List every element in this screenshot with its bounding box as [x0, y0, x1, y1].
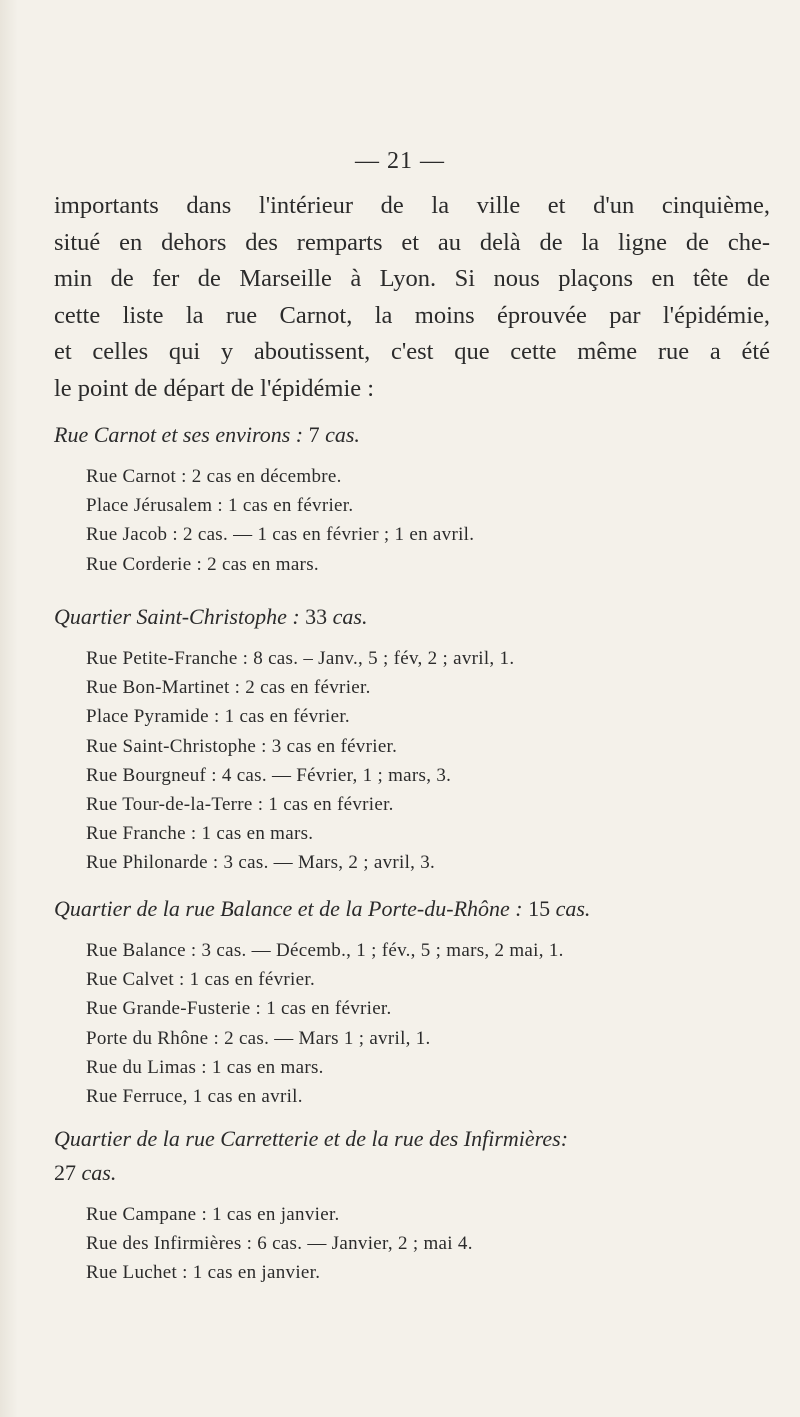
section-balance-porte-du-rhone — [54, 894, 774, 1111]
list-item: Rue Bourgneuf : 4 cas. — Février, 1 ; mars, 3. — [86, 764, 452, 786]
heading-count-line — [54, 1156, 774, 1190]
case-suffix: cas. — [325, 422, 360, 447]
list-item: Rue Calvet : 1 cas en février. — [86, 969, 316, 991]
list-item: Place Jérusalem : 1 cas en février. — [86, 495, 354, 517]
list-item: Rue Petite-Franche : 8 cas. – Janv., 5 ; fév, 2 ; avril, 1. — [86, 648, 515, 669]
list-item: Rue Philonarde : 3 cas. — Mars, 2 ; avril, 3. — [86, 852, 436, 874]
case-suffix: cas. — [332, 604, 368, 629]
list-item: Rue Ferruce, 1 cas en avril. — [86, 1086, 303, 1108]
list-item: Rue Tour-de-la-Terre : 1 cas en février. — [86, 794, 394, 816]
list-item: Porte du Rhône : 2 cas. — Mars 1 ; avril, 1. — [86, 1027, 431, 1049]
case-count: 15 — [528, 896, 551, 921]
list-item: Rue des Infirmières : 6 cas. — Janvier, 2 ; mai 4. — [86, 1233, 473, 1255]
list-item: Rue Grande-Fusterie : 1 cas en février. — [86, 998, 392, 1020]
intro-line: cette liste la rue Carnot, la moins éprouvée par l'épidémie, — [54, 301, 770, 329]
intro-line: le point de départ de l'épidémie : — [54, 374, 375, 402]
list-item: Rue Corderie : 2 cas en mars. — [86, 553, 319, 575]
intro-line: min de fer de Marseille à Lyon. Si nous plaçons en tête de — [54, 265, 770, 292]
section-heading — [54, 1122, 774, 1190]
intro-paragraph — [54, 188, 770, 407]
case-count: 7 — [308, 422, 320, 447]
list-item: Rue Balance : 3 cas. — Décemb., 1 ; fév., 5 ; mars, 2 mai, 1. — [86, 940, 564, 961]
heading-text: Quartier de la rue Balance et de la Porte-du-Rhône : — [54, 896, 523, 921]
page-number: — 21 — — [355, 148, 445, 174]
intro-line: importants dans l'intérieur de la ville et d'un cinquième, — [54, 192, 770, 219]
case-suffix: cas. — [555, 896, 591, 921]
list-item: Rue Jacob : 2 cas. — 1 cas en février ; 1 en avril. — [86, 524, 475, 546]
heading-text: Rue Carnot et ses environs : — [54, 422, 304, 447]
heading-text: Quartier Saint-Christophe : — [54, 604, 300, 629]
list-item: Rue Franche : 1 cas en mars. — [86, 823, 314, 845]
section-heading — [54, 894, 774, 924]
intro-line: et celles qui y aboutissent, c'est que cette même rue a été — [54, 338, 770, 365]
list-item: Rue Saint-Christophe : 3 cas en février. — [86, 735, 398, 757]
case-count: 33 — [305, 604, 328, 629]
entry-list — [86, 644, 774, 878]
section-carretterie-infirmieres — [54, 1122, 774, 1288]
list-item: Rue Bon-Martinet : 2 cas en février. — [86, 677, 371, 699]
section-rue-carnot — [54, 420, 774, 579]
section-heading — [54, 602, 774, 632]
case-count: 27 — [54, 1160, 76, 1185]
section-heading — [54, 420, 774, 450]
section-saint-christophe — [54, 602, 774, 878]
entry-list — [86, 936, 774, 1111]
list-item: Place Pyramide : 1 cas en février. — [86, 706, 350, 728]
list-item: Rue Luchet : 1 cas en janvier. — [86, 1262, 321, 1284]
list-item: Rue Campane : 1 cas en janvier. — [86, 1204, 340, 1225]
list-item: Rue Carnot : 2 cas en décembre. — [86, 466, 342, 487]
entry-list — [86, 462, 774, 579]
case-suffix: cas. — [81, 1160, 117, 1185]
intro-line: situé en dehors des remparts et au delà de la ligne de che- — [54, 228, 770, 256]
entry-list — [86, 1200, 774, 1288]
heading-text: Quartier de la rue Carretterie et de la rue des Infirmières: — [54, 1126, 569, 1151]
list-item: Rue du Limas : 1 cas en mars. — [86, 1056, 324, 1078]
